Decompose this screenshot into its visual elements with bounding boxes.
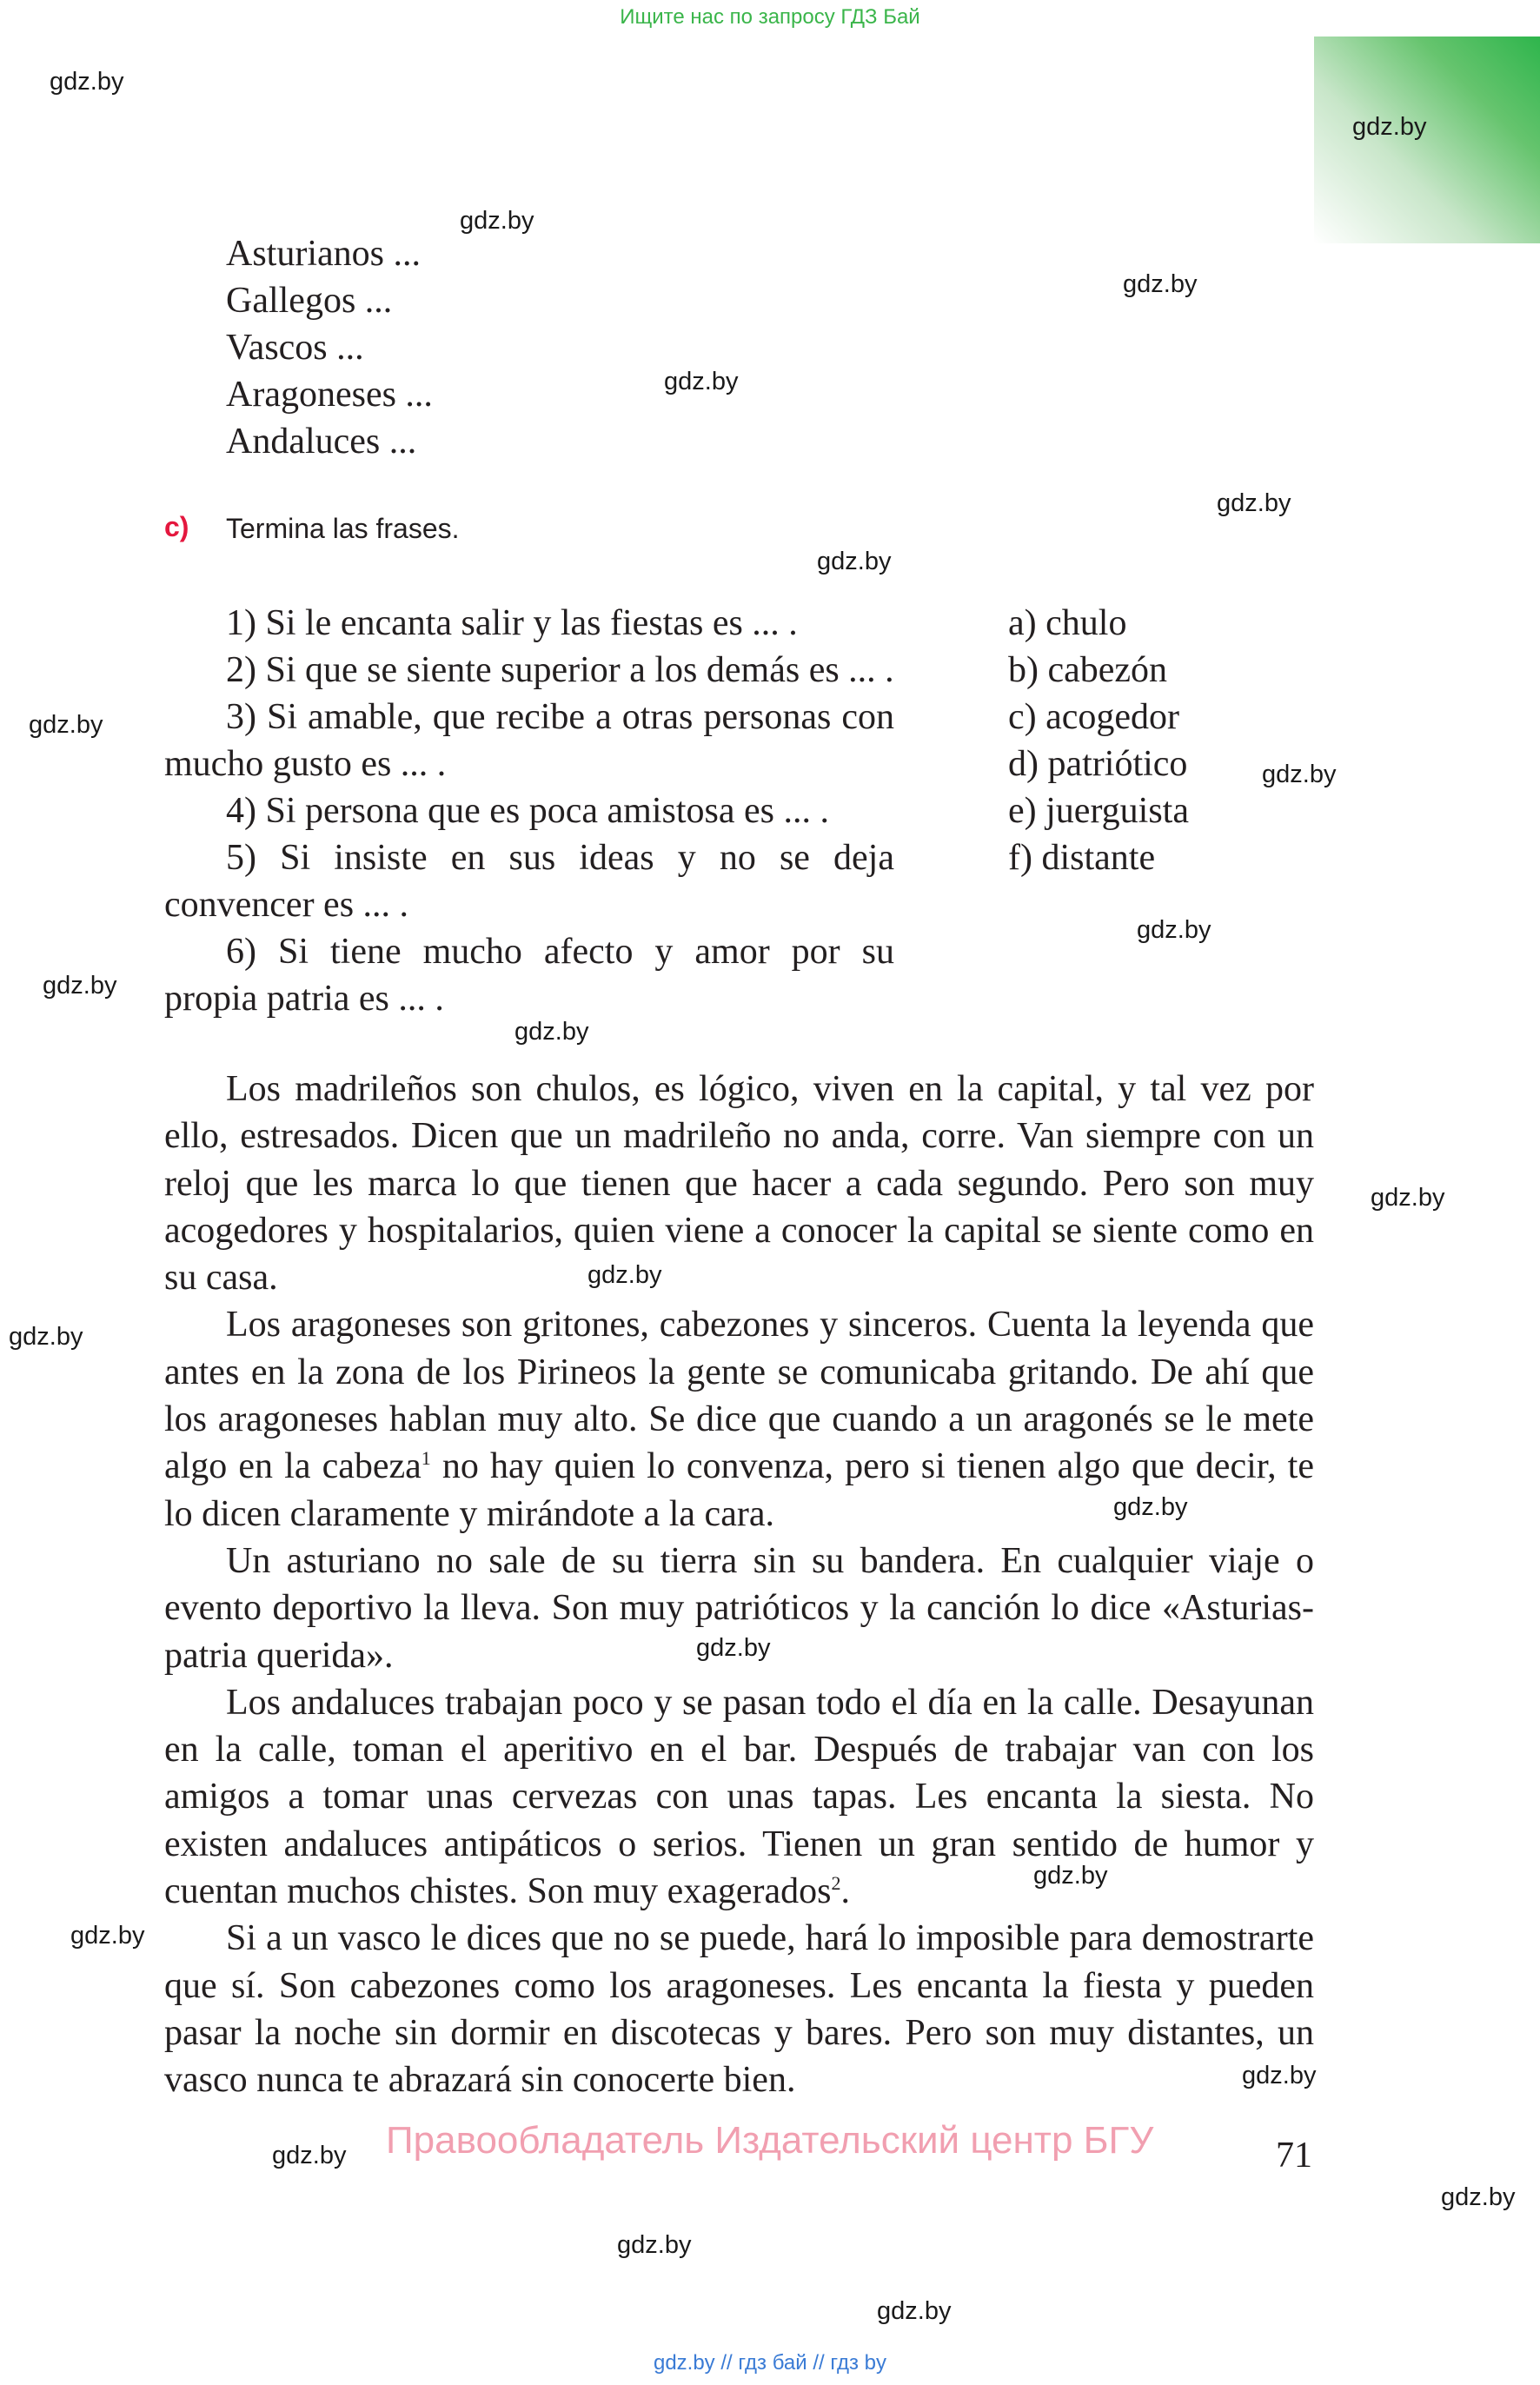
page-number: 71 xyxy=(1276,2136,1312,2176)
watermark: gdz.by xyxy=(1217,489,1291,517)
watermark: gdz.by xyxy=(9,1323,83,1351)
list-item: Asturianos ... xyxy=(226,234,421,274)
paragraph-asturias: Un asturiano no sale de su tierra sin su bandera. En cualquier viaje o evento deportivo la lleva. Son muy patrióticos y la canción lo dice «Asturias-patria querida». xyxy=(164,1540,1314,1676)
watermark: gdz.by xyxy=(664,368,739,395)
watermark: gdz.by xyxy=(617,2231,692,2259)
paragraph-aragon: Los aragoneses son gritones, cabezones y sinceros. Cuenta la leyenda que antes en la zona de los Pirineos la gente se comunicaba gritando. De ahí que los aragoneses hablan muy alto. Se dice que cuando a un aragonés se le mete algo en la cabeza$^1$ no hay quien lo convenza, pero si tienen algo que decir, te lo dicen claramente y mirándote a la cara. xyxy=(164,1305,1314,1534)
top-banner[interactable]: Ищите нас по запросу ГДЗ Бай xyxy=(620,5,920,29)
list-item: Vascos ... xyxy=(226,328,364,368)
paragraph-andalucia: Los andaluces trabajan poco y se pasan todo el día en la calle. Desayunan en la calle, toman el aperitivo en el bar. Después de trabajar van con los amigos a tomar unas cervezas con unas tapas. Les encanta la siesta. No existen andaluces antipáticos o serios. Tienen un gran sentido de humor y cuentan muchos chistes. Son muy exagerados$^2$. xyxy=(164,1682,1314,1912)
watermark: gdz.by xyxy=(1123,270,1198,298)
footnote-mark: 1 xyxy=(421,1447,431,1470)
list-item: 5) Si insiste en sus ideas y no se deja convencer es ... . xyxy=(164,838,894,925)
watermark: gdz.by xyxy=(50,68,124,96)
watermark: gdz.by xyxy=(1033,1862,1108,1890)
watermark: gdz.by xyxy=(1137,916,1211,944)
list-item: 4) Si persona que es poca amistosa es ... . xyxy=(226,791,830,831)
watermark: gdz.by xyxy=(1262,761,1337,788)
footnote-mark: 2 xyxy=(831,1872,841,1895)
paragraph-vasco: Si a un vasco le dices que no se puede, hará lo imposible para demostrarte que sí. Son cabezones como los aragoneses. Les encanta la fiesta y pueden pasar la noche sin dormir en discotecas y bares. Pero son muy distantes, un vasco nunca te abrazará sin conocerte bien. xyxy=(164,1918,1314,2101)
watermark: gdz.by xyxy=(877,2297,952,2325)
copyright: Правообладатель Издательский центр БГУ xyxy=(386,2119,1154,2162)
watermark: gdz.by xyxy=(1352,113,1427,141)
option-item: c) acogedor xyxy=(1008,697,1180,737)
task-instruction: Termina las frases. xyxy=(226,513,460,544)
corner-decoration xyxy=(1314,37,1540,243)
task-letter: c) xyxy=(164,511,189,542)
watermark: gdz.by xyxy=(817,548,892,575)
paragraph-madrid: Los madrileños son chulos, es lógico, viven en la capital, y tal vez por ello, estresados. Dicen que un madrileño no anda, corre. Van siempre con un reloj que les marca lo que tienen que hacer a cada segundo. Pero son muy acogedores y hospitalarios, quien viene a conocer la capital se siente como en su casa. xyxy=(164,1069,1314,1299)
watermark: gdz.by xyxy=(1371,1184,1445,1212)
list-item: Andaluces ... xyxy=(226,422,417,462)
watermark: gdz.by xyxy=(514,1018,589,1046)
list-item: Gallegos ... xyxy=(226,281,393,321)
answer-options xyxy=(1008,600,1189,881)
sentence-list xyxy=(164,600,894,1022)
list-item: 2) Si que se siente superior a los demás es ... . xyxy=(226,650,894,690)
list-item: Aragoneses ... xyxy=(226,375,433,415)
watermark: gdz.by xyxy=(696,1634,771,1662)
watermark: gdz.by xyxy=(1113,1493,1188,1521)
watermark: gdz.by xyxy=(1242,2062,1317,2089)
list-item: 6) Si tiene mucho afecto y amor por su propia patria es ... . xyxy=(164,932,894,1019)
reading-text xyxy=(164,1066,1317,2104)
option-item: e) juerguista xyxy=(1008,791,1189,831)
watermark: gdz.by xyxy=(1441,2183,1516,2211)
watermark: gdz.by xyxy=(70,1922,145,1950)
watermark: gdz.by xyxy=(29,711,103,739)
list-item: 1) Si le encanta salir y las fiestas es ... . xyxy=(226,603,798,643)
option-item: d) patriótico xyxy=(1008,744,1188,784)
watermark: gdz.by xyxy=(43,972,117,1000)
watermark: gdz.by xyxy=(272,2142,347,2169)
option-item: f) distante xyxy=(1008,838,1156,878)
list-item: 3) Si amable, que recibe a otras personas con mucho gusto es ... . xyxy=(164,697,894,784)
watermark: gdz.by xyxy=(460,207,534,235)
watermark: gdz.by xyxy=(587,1261,662,1289)
option-item: a) chulo xyxy=(1008,603,1127,643)
footer-links[interactable]: gdz.by // гдз бай // гдз by xyxy=(653,2351,887,2375)
option-item: b) cabezón xyxy=(1008,650,1168,690)
